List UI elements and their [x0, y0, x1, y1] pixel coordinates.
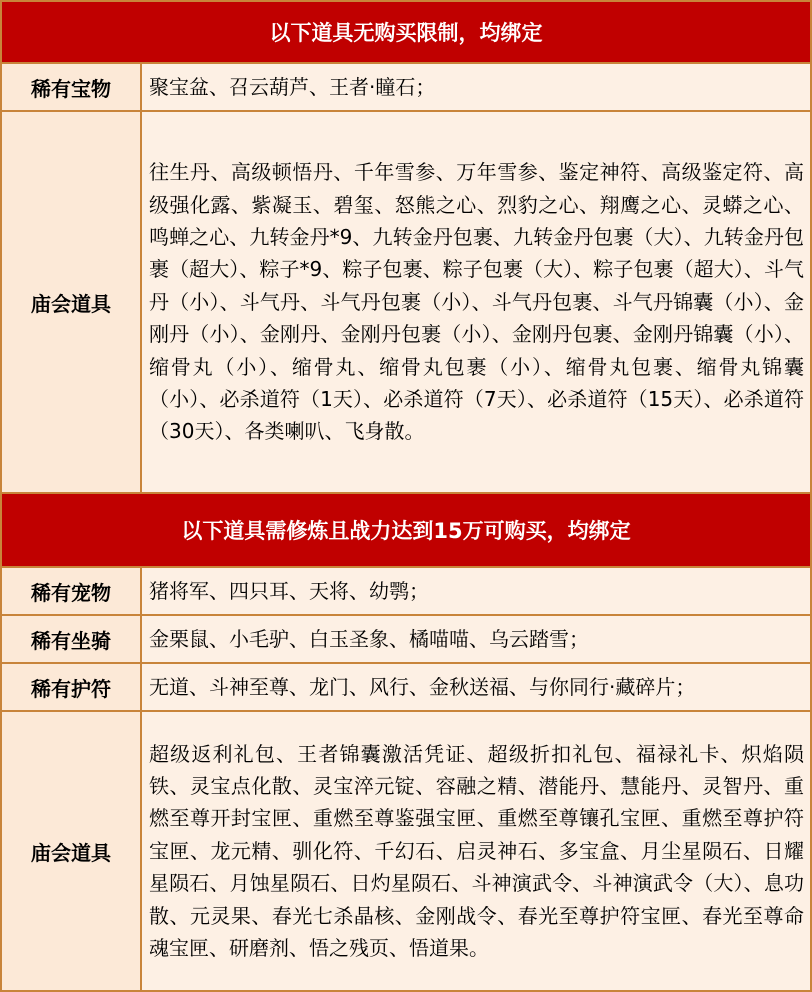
- rare-mount-items: 金栗鼠、小毛驴、白玉圣象、橘喵喵、乌云踏雪；: [141, 615, 811, 663]
- rare-mount-label: 稀有坐骑: [1, 615, 141, 663]
- table-row: [1, 111, 811, 493]
- rare-charm-label: 稀有护符: [1, 663, 141, 711]
- rare-treasure-label: 稀有宝物: [1, 63, 141, 111]
- section-2-title: 以下道具需修炼且战力达到15万可购买，均绑定: [1, 493, 811, 567]
- fair-items-list-1: 往生丹、高级顿悟丹、千年雪参、万年雪参、鉴定神符、高级鉴定符、高级强化露、紫凝玉、碧玺、怒熊之心、烈豹之心、翔鹰之心、灵蟒之心、鸣蝉之心、九转金丹*9、九转金丹包裹、九转金丹包裹（大）、九转金丹包裹（超大）、粽子*9、粽子包裹、粽子包裹（大）、粽子包裹（超大）、斗气丹（小）、斗气丹、斗气丹包裹（小）、斗气丹包裹、斗气丹锦囊（小）、金刚丹（小）、金刚丹、金刚丹包裹（小）、金刚丹包裹、金刚丹锦囊（小）、缩骨丸（小）、缩骨丸、缩骨丸包裹（小）、缩骨丸包裹、缩骨丸锦囊（小）、必杀道符（1天）、必杀道符（7天）、必杀道符（15天）、必杀道符（30天）、各类喇叭、飞身散。: [141, 111, 811, 493]
- table-row: [1, 615, 811, 663]
- rare-charm-items: 无道、斗神至尊、龙门、风行、金秋送福、与你同行·藏碎片；: [141, 663, 811, 711]
- rare-treasure-items: 聚宝盆、召云葫芦、王者·瞳石；: [141, 63, 811, 111]
- section-1-title: 以下道具无购买限制，均绑定: [1, 1, 811, 63]
- table-row: [1, 711, 811, 991]
- fair-items-label-2: 庙会道具: [1, 711, 141, 991]
- table-row: [1, 663, 811, 711]
- fair-items-list-2: 超级返利礼包、王者锦囊激活凭证、超级折扣礼包、福禄礼卡、炽焰陨铁、灵宝点化散、灵宝淬元锭、容融之精、潜能丹、慧能丹、灵智丹、重燃至尊开封宝匣、重燃至尊鉴强宝匣、重燃至尊镶孔宝匣、重燃至尊护符宝匣、龙元精、驯化符、千幻石、启灵神石、多宝盒、月尘星陨石、日耀星陨石、月蚀星陨石、日灼星陨石、斗神演武令、斗神演武令（大）、息功散、元灵果、春光七杀晶核、金刚战令、春光至尊护符宝匣、春光至尊命魂宝匣、研磨剂、悟之残页、悟道果。: [141, 711, 811, 991]
- rare-pet-items: 猪将军、四只耳、天将、幼鹗；: [141, 567, 811, 615]
- fair-items-label-1: 庙会道具: [1, 111, 141, 493]
- table-row: [1, 567, 811, 615]
- rare-pet-label: 稀有宠物: [1, 567, 141, 615]
- table-row: [1, 63, 811, 111]
